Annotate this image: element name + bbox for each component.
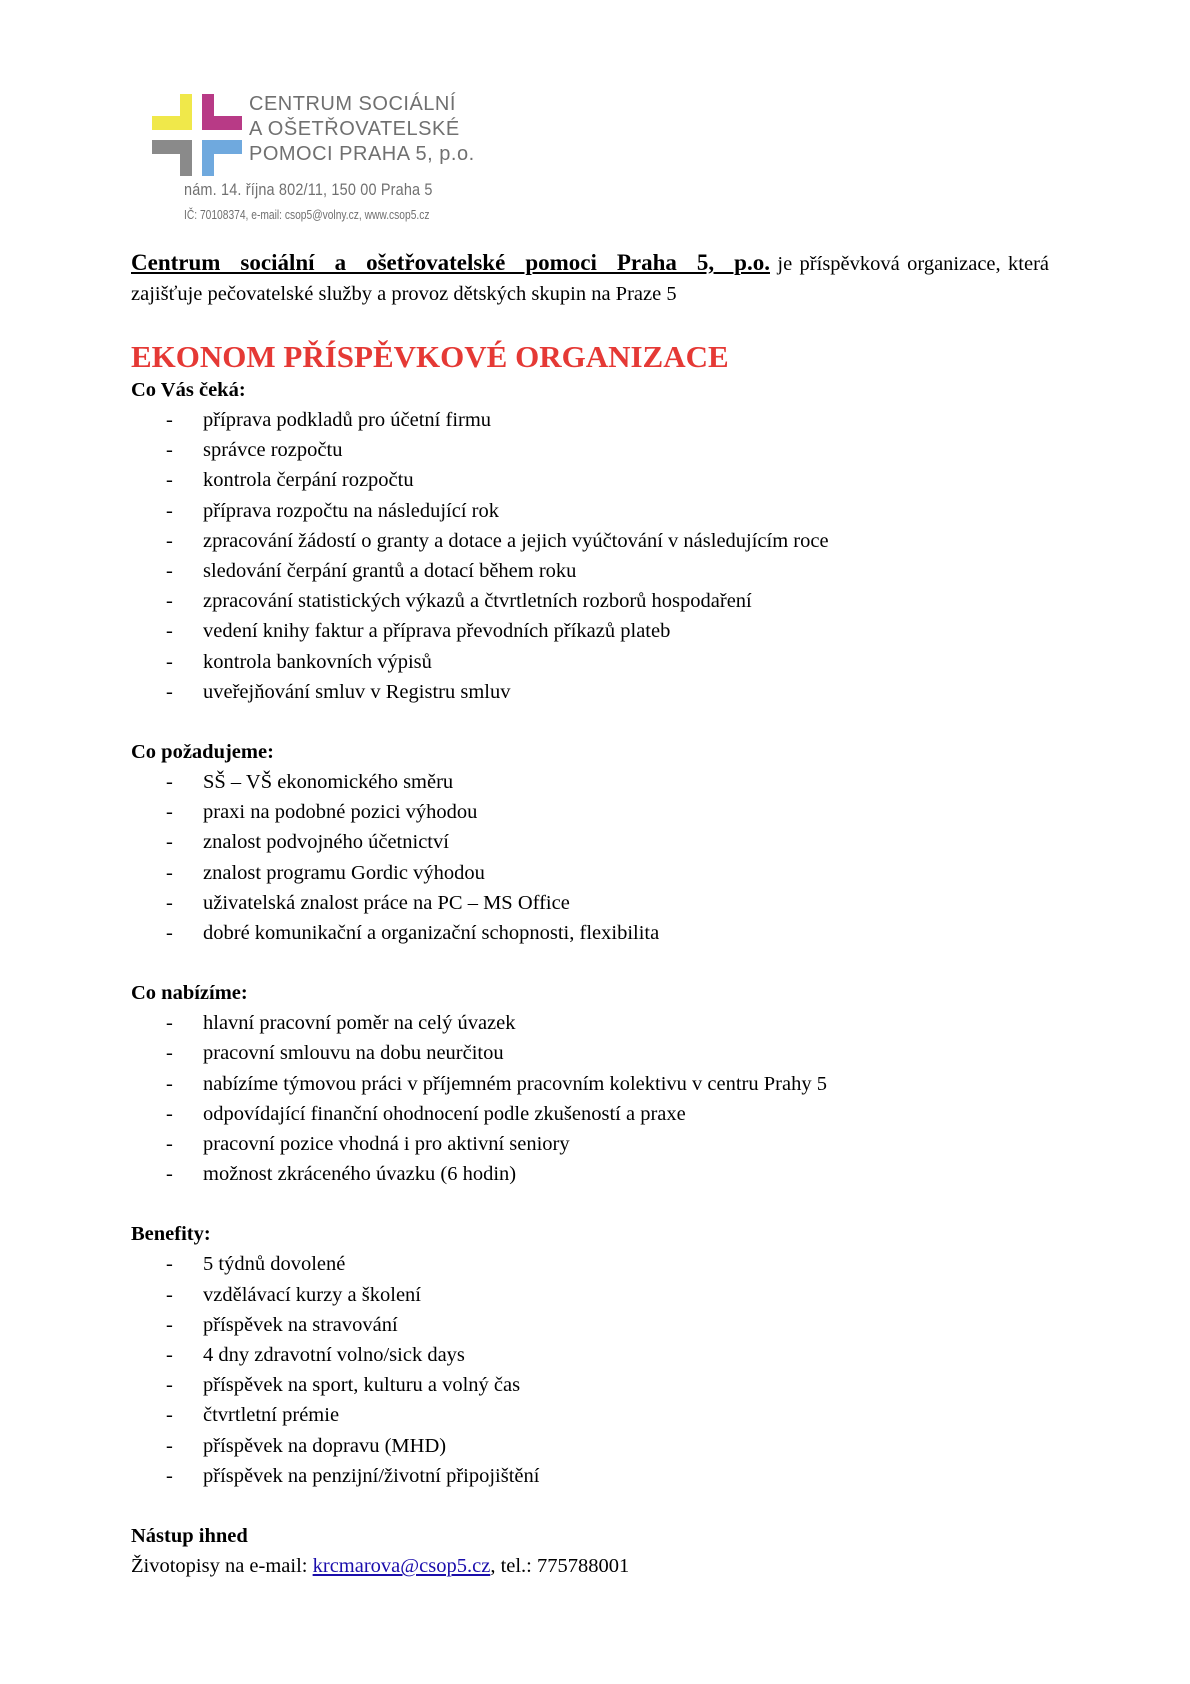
- job-sections: [131, 375, 1049, 1521]
- list-item: [131, 405, 1049, 435]
- dash-bullet: -: [166, 891, 173, 914]
- list-item-text: 5 týdnů dovolené: [203, 1253, 346, 1276]
- dash-bullet: -: [166, 1374, 173, 1397]
- list-item: [131, 888, 1049, 918]
- dash-bullet: -: [166, 922, 173, 945]
- logo-address: nám. 14. října 802/11, 150 00 Praha 5: [184, 180, 433, 199]
- list-item: [131, 1249, 1049, 1279]
- dash-bullet: -: [166, 1404, 173, 1427]
- list-item-text: sledování čerpání grantů a dotací během roku: [203, 560, 577, 583]
- list-item: [131, 1400, 1049, 1430]
- section-spacer: [131, 1189, 1049, 1219]
- list-item-text: pracovní pozice vhodná i pro aktivní seniory: [203, 1133, 570, 1156]
- list-item-text: příspěvek na dopravu (MHD): [203, 1434, 447, 1457]
- list-item-text: nabízíme týmovou práci v příjemném pracovním kolektivu v centru Prahy 5: [203, 1072, 827, 1095]
- logo-wordmark: [249, 92, 475, 167]
- logo-name-line1: CENTRUM SOCIÁLNÍ: [249, 93, 456, 115]
- list-item-text: hlavní pracovní poměr na celý úvazek: [203, 1012, 516, 1035]
- logo-contact: IČ: 70108374, e-mail: csop5@volny.cz, www.csop5.cz: [184, 208, 430, 222]
- dash-bullet: -: [166, 590, 173, 613]
- list-item-text: příprava rozpočtu na následující rok: [203, 499, 499, 522]
- dash-bullet: -: [166, 1133, 173, 1156]
- dash-bullet: -: [166, 1012, 173, 1035]
- list-item: [131, 586, 1049, 616]
- list-item-text: uveřejňování smluv v Registru smluv: [203, 680, 511, 703]
- list-item-text: zpracování žádostí o granty a dotace a jejich vyúčtování v následujícím roce: [203, 529, 829, 552]
- list-item: [131, 1340, 1049, 1370]
- list-item: [131, 1431, 1049, 1461]
- section-title: Co Vás čeká:: [131, 379, 246, 401]
- list-item-text: praxi na podobné pozici výhodou: [203, 801, 478, 824]
- list-item-text: 4 dny zdravotní volno/sick days: [203, 1344, 465, 1367]
- dash-bullet: -: [166, 1344, 173, 1367]
- dash-bullet: -: [166, 529, 173, 552]
- dash-bullet: -: [166, 620, 173, 643]
- list-item-text: příspěvek na penzijní/životní připojištění: [203, 1464, 540, 1487]
- list-item-text: příprava podkladů pro účetní firmu: [203, 409, 492, 431]
- dash-bullet: -: [166, 1434, 173, 1457]
- section-list: [131, 1249, 1049, 1491]
- section-title: Benefity:: [131, 1223, 211, 1246]
- list-item: [131, 496, 1049, 526]
- list-item: [131, 556, 1049, 586]
- phone-text: , tel.: 775788001: [490, 1555, 630, 1578]
- list-item: [131, 1008, 1049, 1038]
- contact-line: [131, 1551, 1049, 1581]
- list-item-text: SŠ – VŠ ekonomického směru: [203, 771, 454, 794]
- dash-bullet: -: [166, 1072, 173, 1095]
- dash-bullet: -: [166, 861, 173, 884]
- list-item: [131, 647, 1049, 677]
- dash-bullet: -: [166, 409, 173, 431]
- list-item-text: správce rozpočtu: [203, 439, 343, 462]
- dash-bullet: -: [166, 560, 173, 583]
- dash-bullet: -: [166, 1253, 173, 1276]
- list-item-text: odpovídající finanční ohodnocení podle zkušeností a praxe: [203, 1102, 686, 1125]
- list-item: [131, 1129, 1049, 1159]
- list-item: [131, 616, 1049, 646]
- logo-name-line2: A OŠETŘOVATELSKÉ: [249, 118, 460, 140]
- list-item: [131, 677, 1049, 707]
- section-list: [131, 405, 1049, 707]
- organization-name: Centrum sociální a ošetřovatelské pomoci Praha 5, p.o.: [131, 250, 770, 275]
- dash-bullet: -: [166, 1464, 173, 1487]
- list-item: [131, 435, 1049, 465]
- list-item-text: pracovní smlouvu na dobu neurčitou: [203, 1042, 504, 1065]
- dash-bullet: -: [166, 650, 173, 673]
- list-item: [131, 858, 1049, 888]
- section-list: [131, 767, 1049, 948]
- list-item: [131, 797, 1049, 827]
- list-item: [131, 1099, 1049, 1129]
- dash-bullet: -: [166, 1163, 173, 1186]
- dash-bullet: -: [166, 439, 173, 462]
- list-item-text: zpracování statistických výkazů a čtvrtletních rozborů hospodaření: [203, 590, 752, 613]
- section-spacer: [131, 1491, 1049, 1521]
- dash-bullet: -: [166, 469, 173, 492]
- logo-name-line3: POMOCI PRAHA 5, p.o.: [249, 143, 475, 165]
- intro-paragraph: [131, 248, 1049, 309]
- list-item: [131, 918, 1049, 948]
- list-item-text: čtvrtletní prémie: [203, 1404, 340, 1427]
- list-item: [131, 1069, 1049, 1099]
- dash-bullet: -: [166, 499, 173, 522]
- list-item: [131, 767, 1049, 797]
- list-item-text: možnost zkráceného úvazku (6 hodin): [203, 1163, 517, 1186]
- cv-prefix: Životopisy na e-mail:: [131, 1555, 308, 1578]
- dash-bullet: -: [166, 801, 173, 824]
- list-item-text: vedení knihy faktur a příprava převodních příkazů plateb: [203, 620, 671, 643]
- list-item: [131, 526, 1049, 556]
- dash-bullet: -: [166, 1313, 173, 1336]
- list-item: [131, 1159, 1049, 1189]
- list-item: [131, 1370, 1049, 1400]
- list-item-text: uživatelská znalost práce na PC – MS Office: [203, 891, 570, 914]
- job-title-headline: EKONOM PŘÍSPĚVKOVÉ ORGANIZACE: [131, 339, 729, 374]
- list-item: [131, 1280, 1049, 1310]
- list-item: [131, 1461, 1049, 1491]
- section-title: Co požadujeme:: [131, 741, 274, 764]
- section-list: [131, 1008, 1049, 1189]
- dash-bullet: -: [166, 1283, 173, 1306]
- section-spacer: [131, 707, 1049, 737]
- dash-bullet: -: [166, 771, 173, 794]
- dash-bullet: -: [166, 1102, 173, 1125]
- dash-bullet: -: [166, 831, 173, 854]
- intro-text: je příspěvková organizace, která zajišťuje pečovatelské služby a provoz dětských skupin na Praze 5: [131, 253, 1050, 305]
- logo-yellow-bar: [180, 94, 192, 130]
- list-item-text: znalost podvojného účetnictví: [203, 831, 449, 854]
- logo-magenta-bar: [202, 116, 242, 130]
- list-item-text: znalost programu Gordic výhodou: [203, 861, 485, 884]
- list-item-text: příspěvek na sport, kulturu a volný čas: [203, 1374, 521, 1397]
- logo-blue-bar: [202, 140, 242, 154]
- section-title: Co nabízíme:: [131, 982, 248, 1005]
- list-item: [131, 1038, 1049, 1068]
- organization-logo: [152, 92, 492, 232]
- logo-gray-bar: [180, 140, 192, 176]
- list-item-text: kontrola čerpání rozpočtu: [203, 469, 414, 492]
- dash-bullet: -: [166, 1042, 173, 1065]
- start-date: Nástup ihned: [131, 1525, 248, 1548]
- email-link[interactable]: krcmarova@csop5.cz: [312, 1555, 491, 1578]
- list-item-text: dobré komunikační a organizační schopnosti, flexibilita: [203, 922, 660, 945]
- section-spacer: [131, 948, 1049, 978]
- list-item-text: vzdělávací kurzy a školení: [203, 1283, 422, 1306]
- list-item: [131, 827, 1049, 857]
- document-body: [131, 248, 1049, 1581]
- list-item-text: příspěvek na stravování: [203, 1313, 398, 1336]
- list-item: [131, 465, 1049, 495]
- list-item-text: kontrola bankovních výpisů: [203, 650, 432, 673]
- list-item: [131, 1310, 1049, 1340]
- dash-bullet: -: [166, 680, 173, 703]
